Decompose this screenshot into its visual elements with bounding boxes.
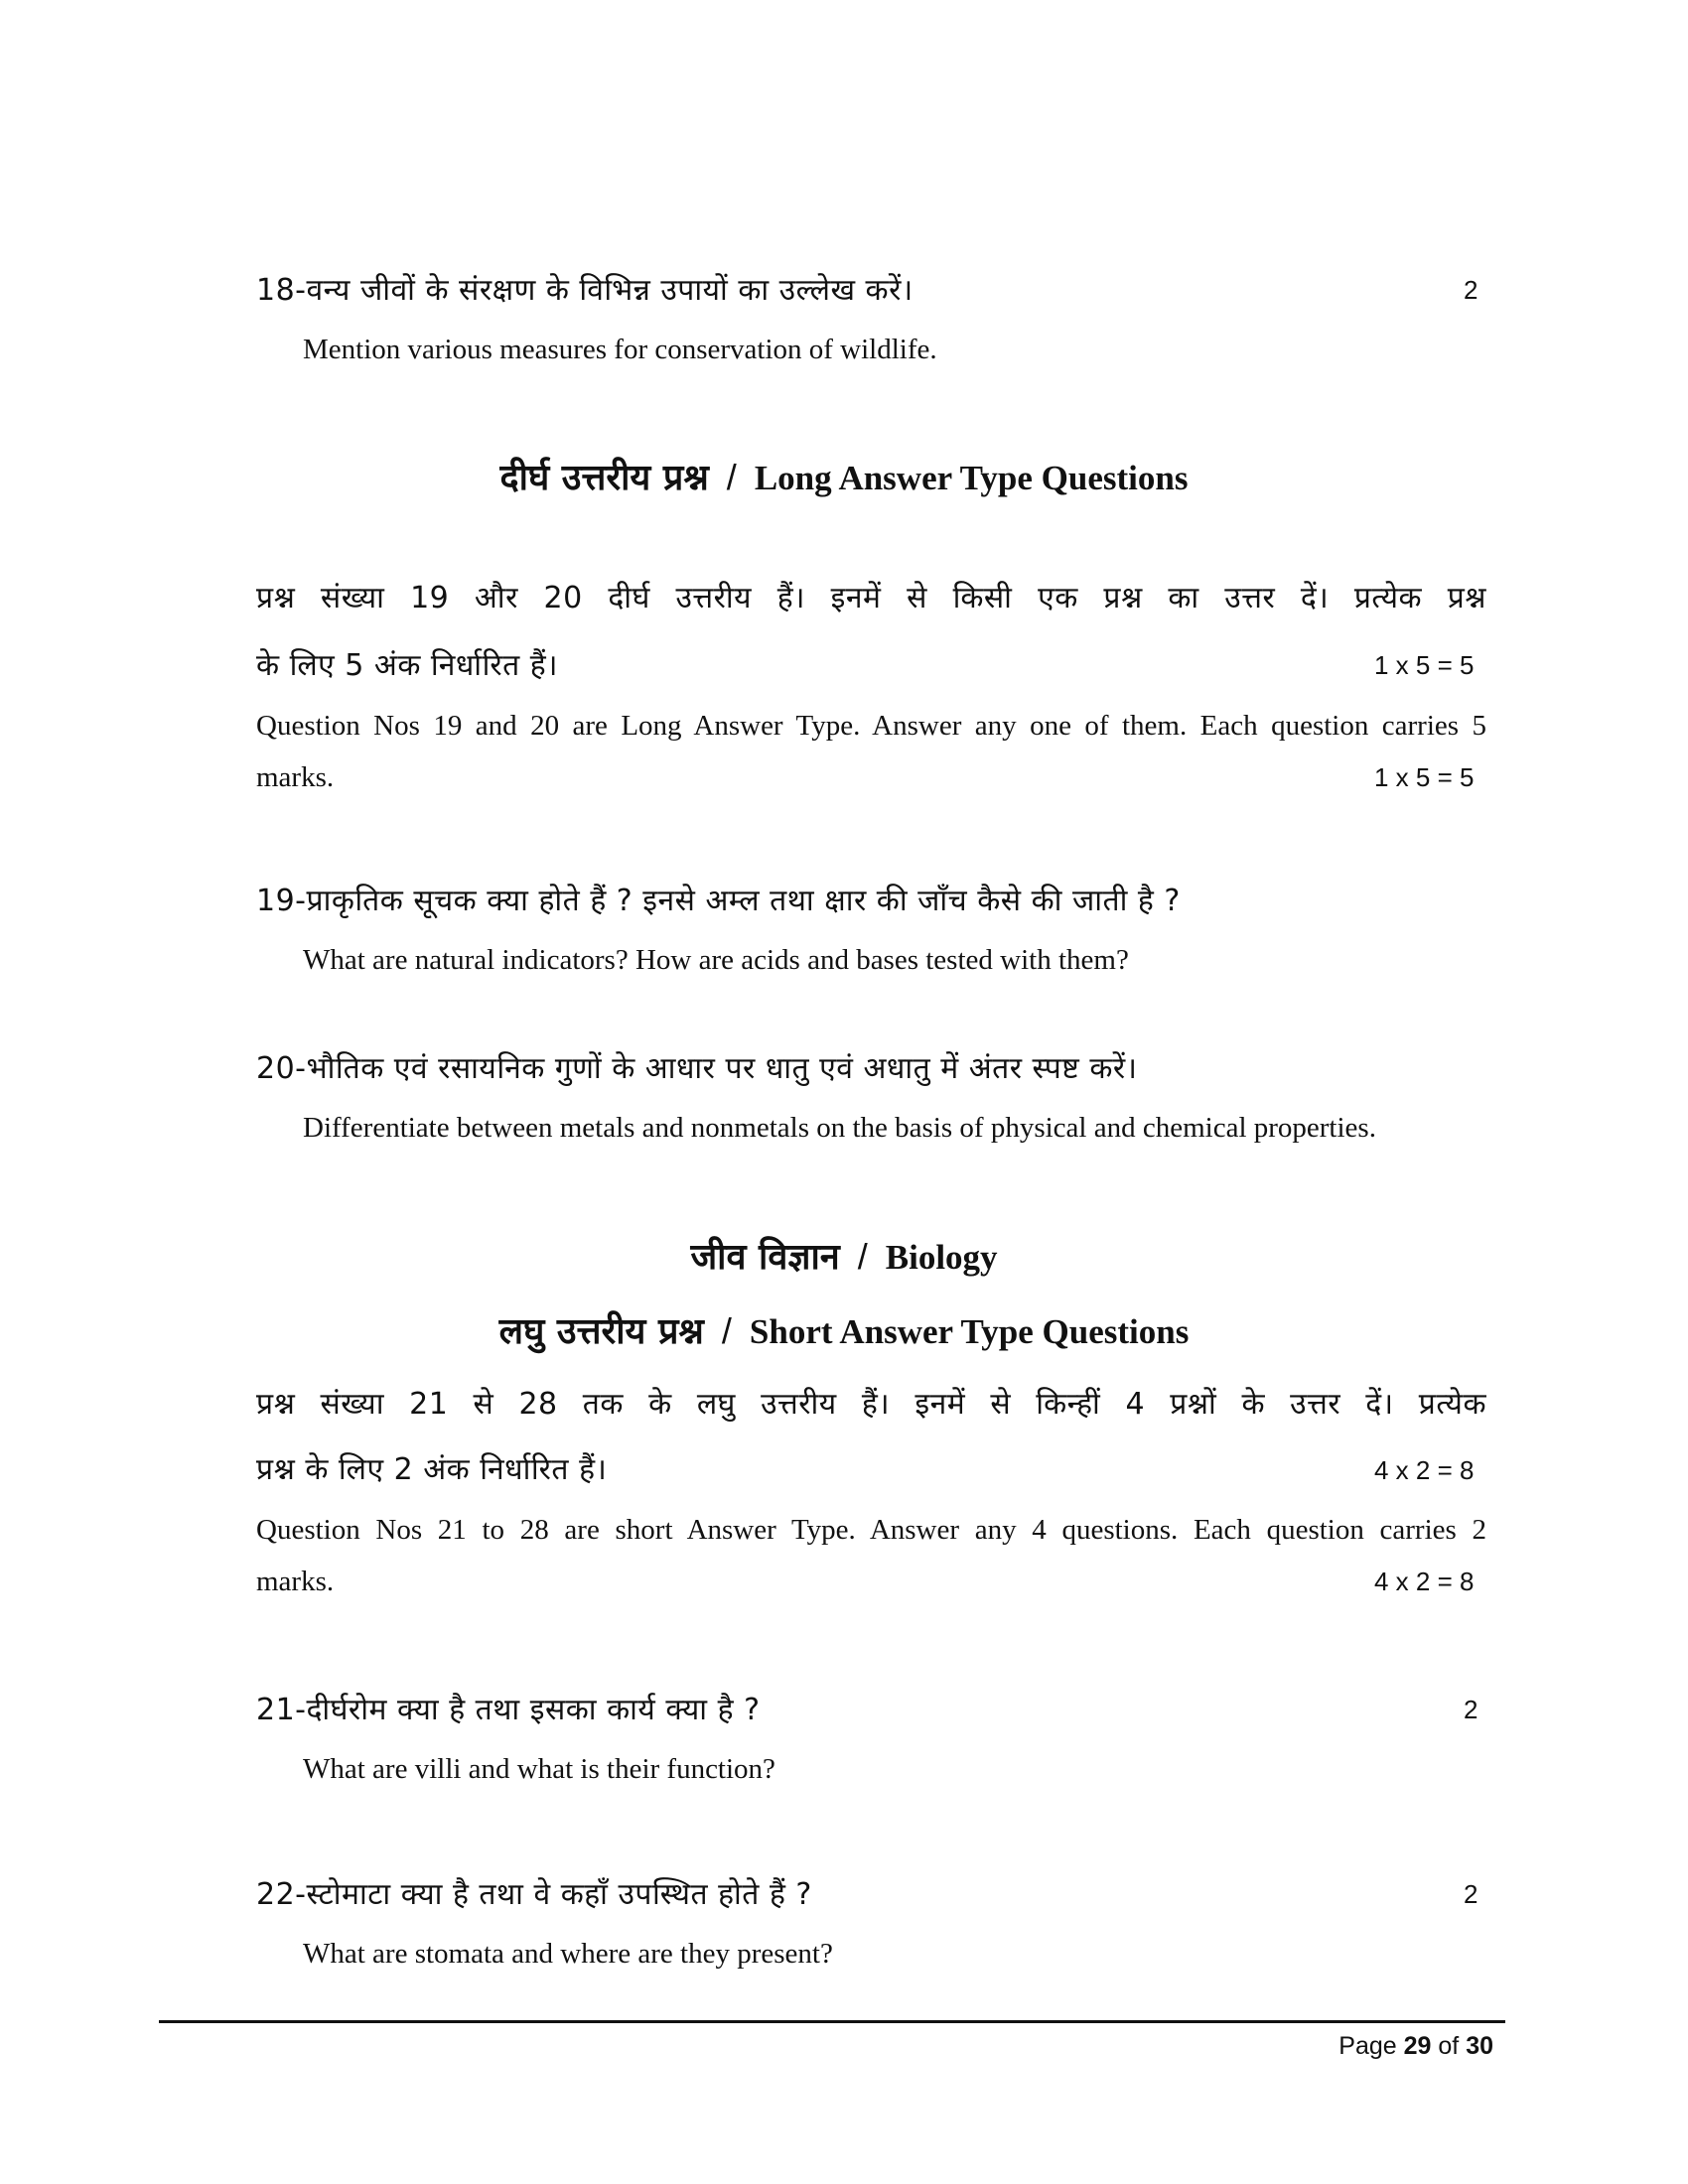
- short-instruction-hindi-line2: प्रश्न के लिए 2 अंक निर्धारित हैं।: [256, 1452, 608, 1487]
- heading-separator: /: [726, 457, 737, 497]
- short-answer-heading: [0, 1305, 1688, 1354]
- short-instruction-english-line2: marks.: [256, 1566, 335, 1597]
- short-instruction-hindi-line1: प्रश्न संख्या 21 से 28 तक के लघु उत्तरीय हैं। इनमें से किन्हीं 4 प्रश्नों के उत्तर दें। प्रत्येक: [256, 1387, 1486, 1422]
- question-22-hindi: 22-स्टोमाटा क्या है तथा वे कहाँ उपस्थित होते हैं ?: [256, 1877, 812, 1912]
- short-instruction-english-marks: 4 x 2 = 8: [1374, 1567, 1475, 1596]
- question-22-marks: 2: [1464, 1879, 1478, 1909]
- short-instruction-english-line1: Question Nos 21 to 28 are short Answer Type. Answer any 4 questions. Each question carries 2: [256, 1514, 1486, 1546]
- page-number: [1338, 2032, 1493, 2061]
- of-word: of: [1438, 2032, 1460, 2060]
- biology-separator: /: [857, 1236, 868, 1277]
- question-21-hindi: 21-दीर्घरोम क्या है तथा इसका कार्य क्या है ?: [256, 1693, 761, 1727]
- total-page-count: 30: [1466, 2032, 1493, 2060]
- short-instruction-hindi-marks: 4 x 2 = 8: [1374, 1455, 1475, 1485]
- long-instruction-english-line1: Question Nos 19 and 20 are Long Answer Type. Answer any one of them. Each question carries 5: [256, 710, 1486, 742]
- long-answer-heading-english: Long Answer Type Questions: [754, 459, 1189, 497]
- long-instruction-english-marks: 1 x 5 = 5: [1374, 762, 1475, 792]
- long-answer-heading-hindi: दीर्घ उत्तरीय प्रश्न: [499, 458, 709, 498]
- question-19-english: What are natural indicators? How are acids and bases tested with them?: [303, 944, 1129, 976]
- question-18-hindi: 18-वन्य जीवों के संरक्षण के विभिन्न उपायों का उल्लेख करें।: [256, 273, 914, 308]
- question-20-hindi: 20-भौतिक एवं रसायनिक गुणों के आधार पर धातु एवं अधातु में अंतर स्पष्ट करें।: [256, 1051, 1138, 1086]
- biology-heading-hindi: जीव विज्ञान: [690, 1237, 840, 1278]
- question-19-hindi: 19-प्राकृतिक सूचक क्या होते हैं ? इनसे अम्ल तथा क्षार की जाँच कैसे की जाती है ?: [256, 884, 1181, 918]
- short-answer-heading-english: Short Answer Type Questions: [749, 1312, 1190, 1351]
- long-answer-heading: [0, 452, 1688, 500]
- current-page-number: 29: [1403, 2032, 1432, 2060]
- footer-rule: [159, 2020, 1505, 2023]
- biology-heading-english: Biology: [885, 1238, 998, 1277]
- long-instruction-english-line2: marks.: [256, 761, 335, 793]
- short-heading-separator: /: [721, 1310, 732, 1351]
- long-instruction-hindi-line2: के लिए 5 अंक निर्धारित हैं।: [256, 648, 559, 683]
- question-22-english: What are stomata and where are they present?: [303, 1938, 833, 1970]
- question-18-english: Mention various measures for conservation of wildlife.: [303, 334, 937, 365]
- question-21-marks: 2: [1464, 1695, 1478, 1724]
- long-instruction-hindi-marks: 1 x 5 = 5: [1374, 650, 1475, 680]
- question-20-english: Differentiate between metals and nonmetals on the basis of physical and chemical properties.: [303, 1112, 1376, 1144]
- biology-heading: [0, 1231, 1688, 1280]
- long-instruction-hindi-line1: प्रश्न संख्या 19 और 20 दीर्घ उत्तरीय हैं। इनमें से किसी एक प्रश्न का उत्तर दें। प्रत्येक प्रश्न: [256, 581, 1486, 615]
- short-answer-heading-hindi: लघु उत्तरीय प्रश्न: [498, 1311, 704, 1352]
- question-21-english: What are villi and what is their function?: [303, 1753, 775, 1785]
- page-word: Page: [1338, 2032, 1397, 2060]
- question-18-marks: 2: [1464, 275, 1478, 305]
